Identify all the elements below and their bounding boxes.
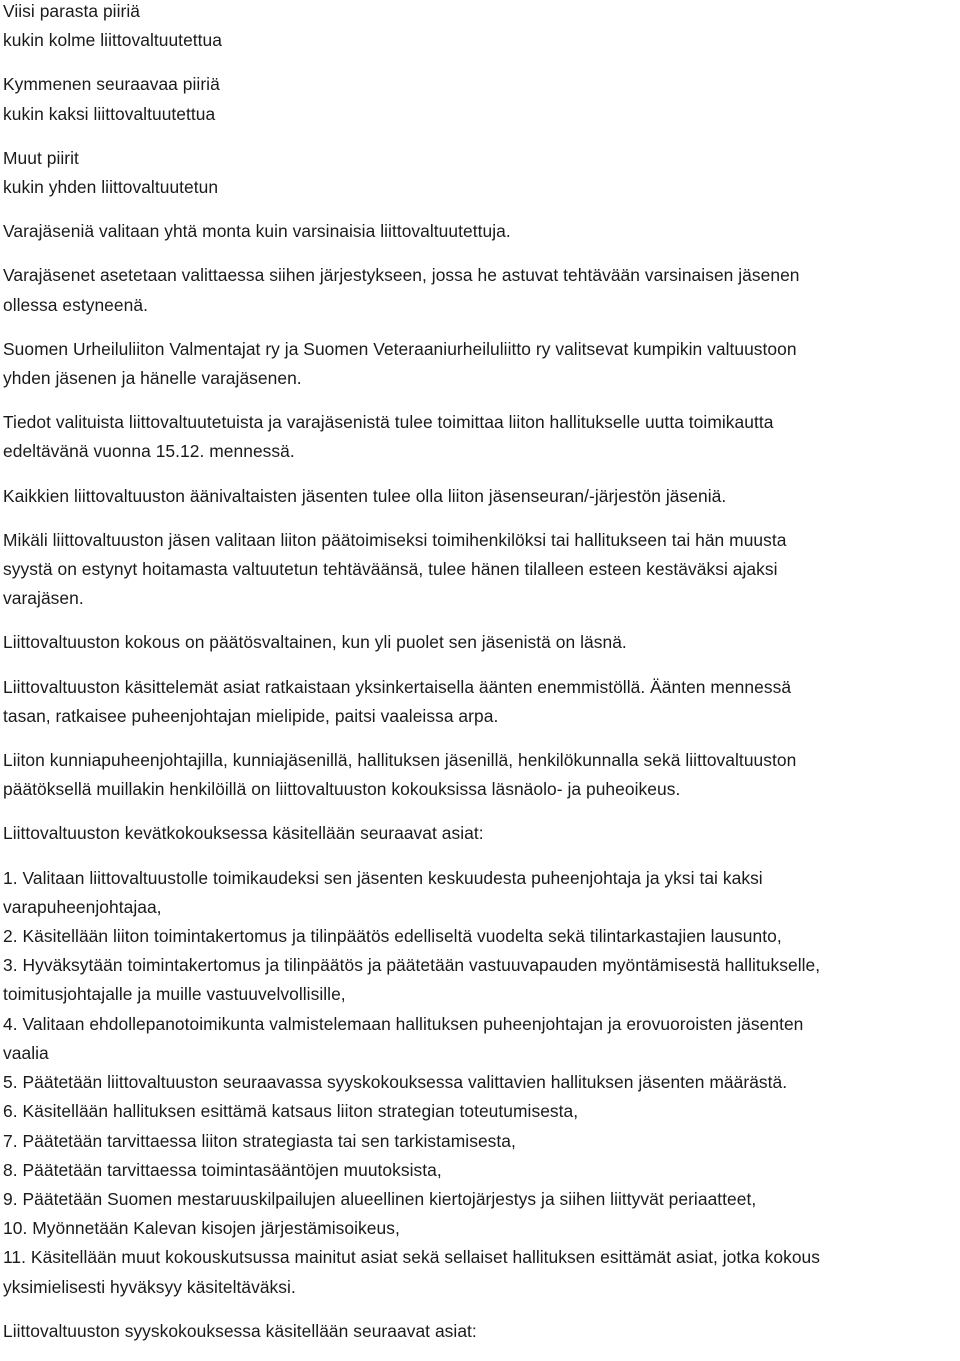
list-item-line: 6. Käsitellään hallituksen esittämä katsaus liiton strategian toteutumisesta, — [3, 1101, 579, 1122]
paragraph-line: yhden jäsenen ja hänelle varajäsenen. — [3, 368, 302, 389]
document-page — [3, 0, 958, 1361]
group-rule: kukin yhden liittovaltuutetun — [3, 177, 219, 198]
group-rule: kukin kolme liittovaltuutettua — [3, 30, 222, 51]
list-item-line: vaalia — [3, 1042, 49, 1063]
paragraph-line: Mikäli liittovaltuuston jäsen valitaan liiton päätoimiseksi toimihenkilöksi tai hallitukseen tai hän muusta — [3, 529, 787, 550]
paragraph-deputy-order — [3, 261, 958, 319]
list-item-line: 11. Käsitellään muut kokouskutsussa mainitut asiat sekä sellaiset hallituksen esittämät asiat, jotka kokous — [3, 1247, 821, 1268]
paragraph-deadline — [3, 408, 958, 466]
paragraph-line: edeltävänä vuonna 15.12. mennessä. — [3, 441, 295, 462]
paragraph-line: ollessa estyneenä. — [3, 294, 148, 315]
group-top-districts — [3, 0, 958, 55]
list-item — [3, 951, 958, 1009]
list-item — [3, 922, 958, 951]
paragraph-replacement — [3, 526, 958, 614]
paragraph-line: Kaikkien liittovaltuuston äänivaltaisten jäsenten tulee olla liiton jäsenseuran/-järjestön jäseniä. — [3, 485, 727, 506]
list-item — [3, 1010, 958, 1068]
list-item — [3, 1185, 958, 1214]
group-name: Kymmenen seuraavaa piiriä — [3, 74, 220, 95]
paragraph-line: Liittovaltuuston kokous on päätösvaltainen, kun yli puolet sen jäsenistä on läsnä. — [3, 632, 627, 653]
list-item-line: yksimielisesti hyväksyy käsiteltäväksi. — [3, 1276, 296, 1297]
group-rule: kukin kaksi liittovaltuutettua — [3, 103, 216, 124]
list-item-line: 2. Käsitellään liiton toimintakertomus ja tilinpäätös edelliseltä vuodelta sekä tilintarkastajien lausunto, — [3, 926, 782, 947]
paragraph-line: Liiton kunniapuheenjohtajilla, kunniajäsenillä, hallituksen jäsenillä, henkilökunnalla sekä liittovaltuuston — [3, 750, 797, 771]
spring-meeting-agenda — [3, 864, 958, 1302]
paragraph-line: Varajäseniä valitaan yhtä monta kuin varsinaisia liittovaltuutettuja. — [3, 221, 511, 242]
spring-meeting-heading — [3, 819, 958, 848]
list-item — [3, 1127, 958, 1156]
list-item-line: 5. Päätetään liittovaltuuston seuraavassa syyskokouksessa valittavien hallituksen jäsenten määrästä. — [3, 1072, 788, 1093]
paragraph-line: Liittovaltuuston käsittelemät asiat ratkaistaan yksinkertaisella äänten enemmistöllä. Äänten mennessä — [3, 676, 792, 697]
list-item — [3, 1097, 958, 1126]
section-heading: Liittovaltuuston syyskokouksessa käsitellään seuraavat asiat: — [3, 1320, 477, 1341]
list-item-line: 1. Valitaan liittovaltuustolle toimikaudeksi sen jäsenten keskuudesta puheenjohtaja ja yksi tai kaksi — [3, 867, 763, 888]
list-item-line: 9. Päätetään Suomen mestaruuskilpailujen alueellinen kiertojärjestys ja siihen liittyvät periaatteet, — [3, 1188, 757, 1209]
paragraph-quorum — [3, 628, 958, 657]
list-item-line: 4. Valitaan ehdollepanotoimikunta valmistelemaan hallituksen puheenjohtajan ja erovuoroisten jäsenten — [3, 1013, 804, 1034]
list-item — [3, 1156, 958, 1185]
paragraph-deputy-count — [3, 217, 958, 246]
list-item-line: 8. Päätetään tarvittaessa toimintasääntöjen muutoksista, — [3, 1159, 442, 1180]
list-item-line: 10. Myönnetään Kalevan kisojen järjestämisoikeus, — [3, 1218, 400, 1239]
paragraph-associations — [3, 335, 958, 393]
paragraph-line: syystä on estynyt hoitamasta valtuutetun tehtäväänsä, tulee hänen tilalleen esteen kestäväksi ajaksi — [3, 559, 778, 580]
paragraph-line: päätöksellä muillakin henkilöillä on liittovaltuuston kokouksissa läsnäolo- ja puheoikeus. — [3, 779, 681, 800]
paragraph-attendance — [3, 746, 958, 804]
list-item-line: varapuheenjohtajaa, — [3, 896, 162, 917]
paragraph-membership — [3, 482, 958, 511]
list-item — [3, 1243, 958, 1301]
autumn-meeting-heading — [3, 1317, 958, 1346]
list-item-line: 3. Hyväksytään toimintakertomus ja tilinpäätös ja päätetään vastuuvapauden myöntämisestä hallitukselle, — [3, 955, 821, 976]
paragraph-line: Varajäsenet asetetaan valittaessa siihen järjestykseen, jossa he astuvat tehtävään varsinaisen jäsenen — [3, 265, 800, 286]
list-item — [3, 864, 958, 922]
list-item — [3, 1068, 958, 1097]
paragraph-line: Suomen Urheiluliiton Valmentajat ry ja Suomen Veteraaniurheiluliitto ry valitsevat kumpikin valtuustoon — [3, 338, 797, 359]
paragraph-line: varajäsen. — [3, 588, 84, 609]
list-item-line: toimitusjohtajalle ja muille vastuuvelvollisille, — [3, 984, 346, 1005]
paragraph-line: tasan, ratkaisee puheenjohtajan mielipide, paitsi vaaleissa arpa. — [3, 705, 499, 726]
group-next-districts — [3, 70, 958, 128]
section-heading: Liittovaltuuston kevätkokouksessa käsitellään seuraavat asiat: — [3, 823, 484, 844]
list-item-line: 7. Päätetään tarvittaessa liiton strategiasta tai sen tarkistamisesta, — [3, 1130, 516, 1151]
paragraph-line: Tiedot valituista liittovaltuutetuista ja varajäsenistä tulee toimittaa liiton hallitukselle uutta toimikautta — [3, 412, 774, 433]
list-item — [3, 1214, 958, 1243]
group-name: Muut piirit — [3, 147, 79, 168]
paragraph-majority — [3, 673, 958, 731]
group-other-districts — [3, 144, 958, 202]
group-name: Viisi parasta piiriä — [3, 1, 140, 21]
